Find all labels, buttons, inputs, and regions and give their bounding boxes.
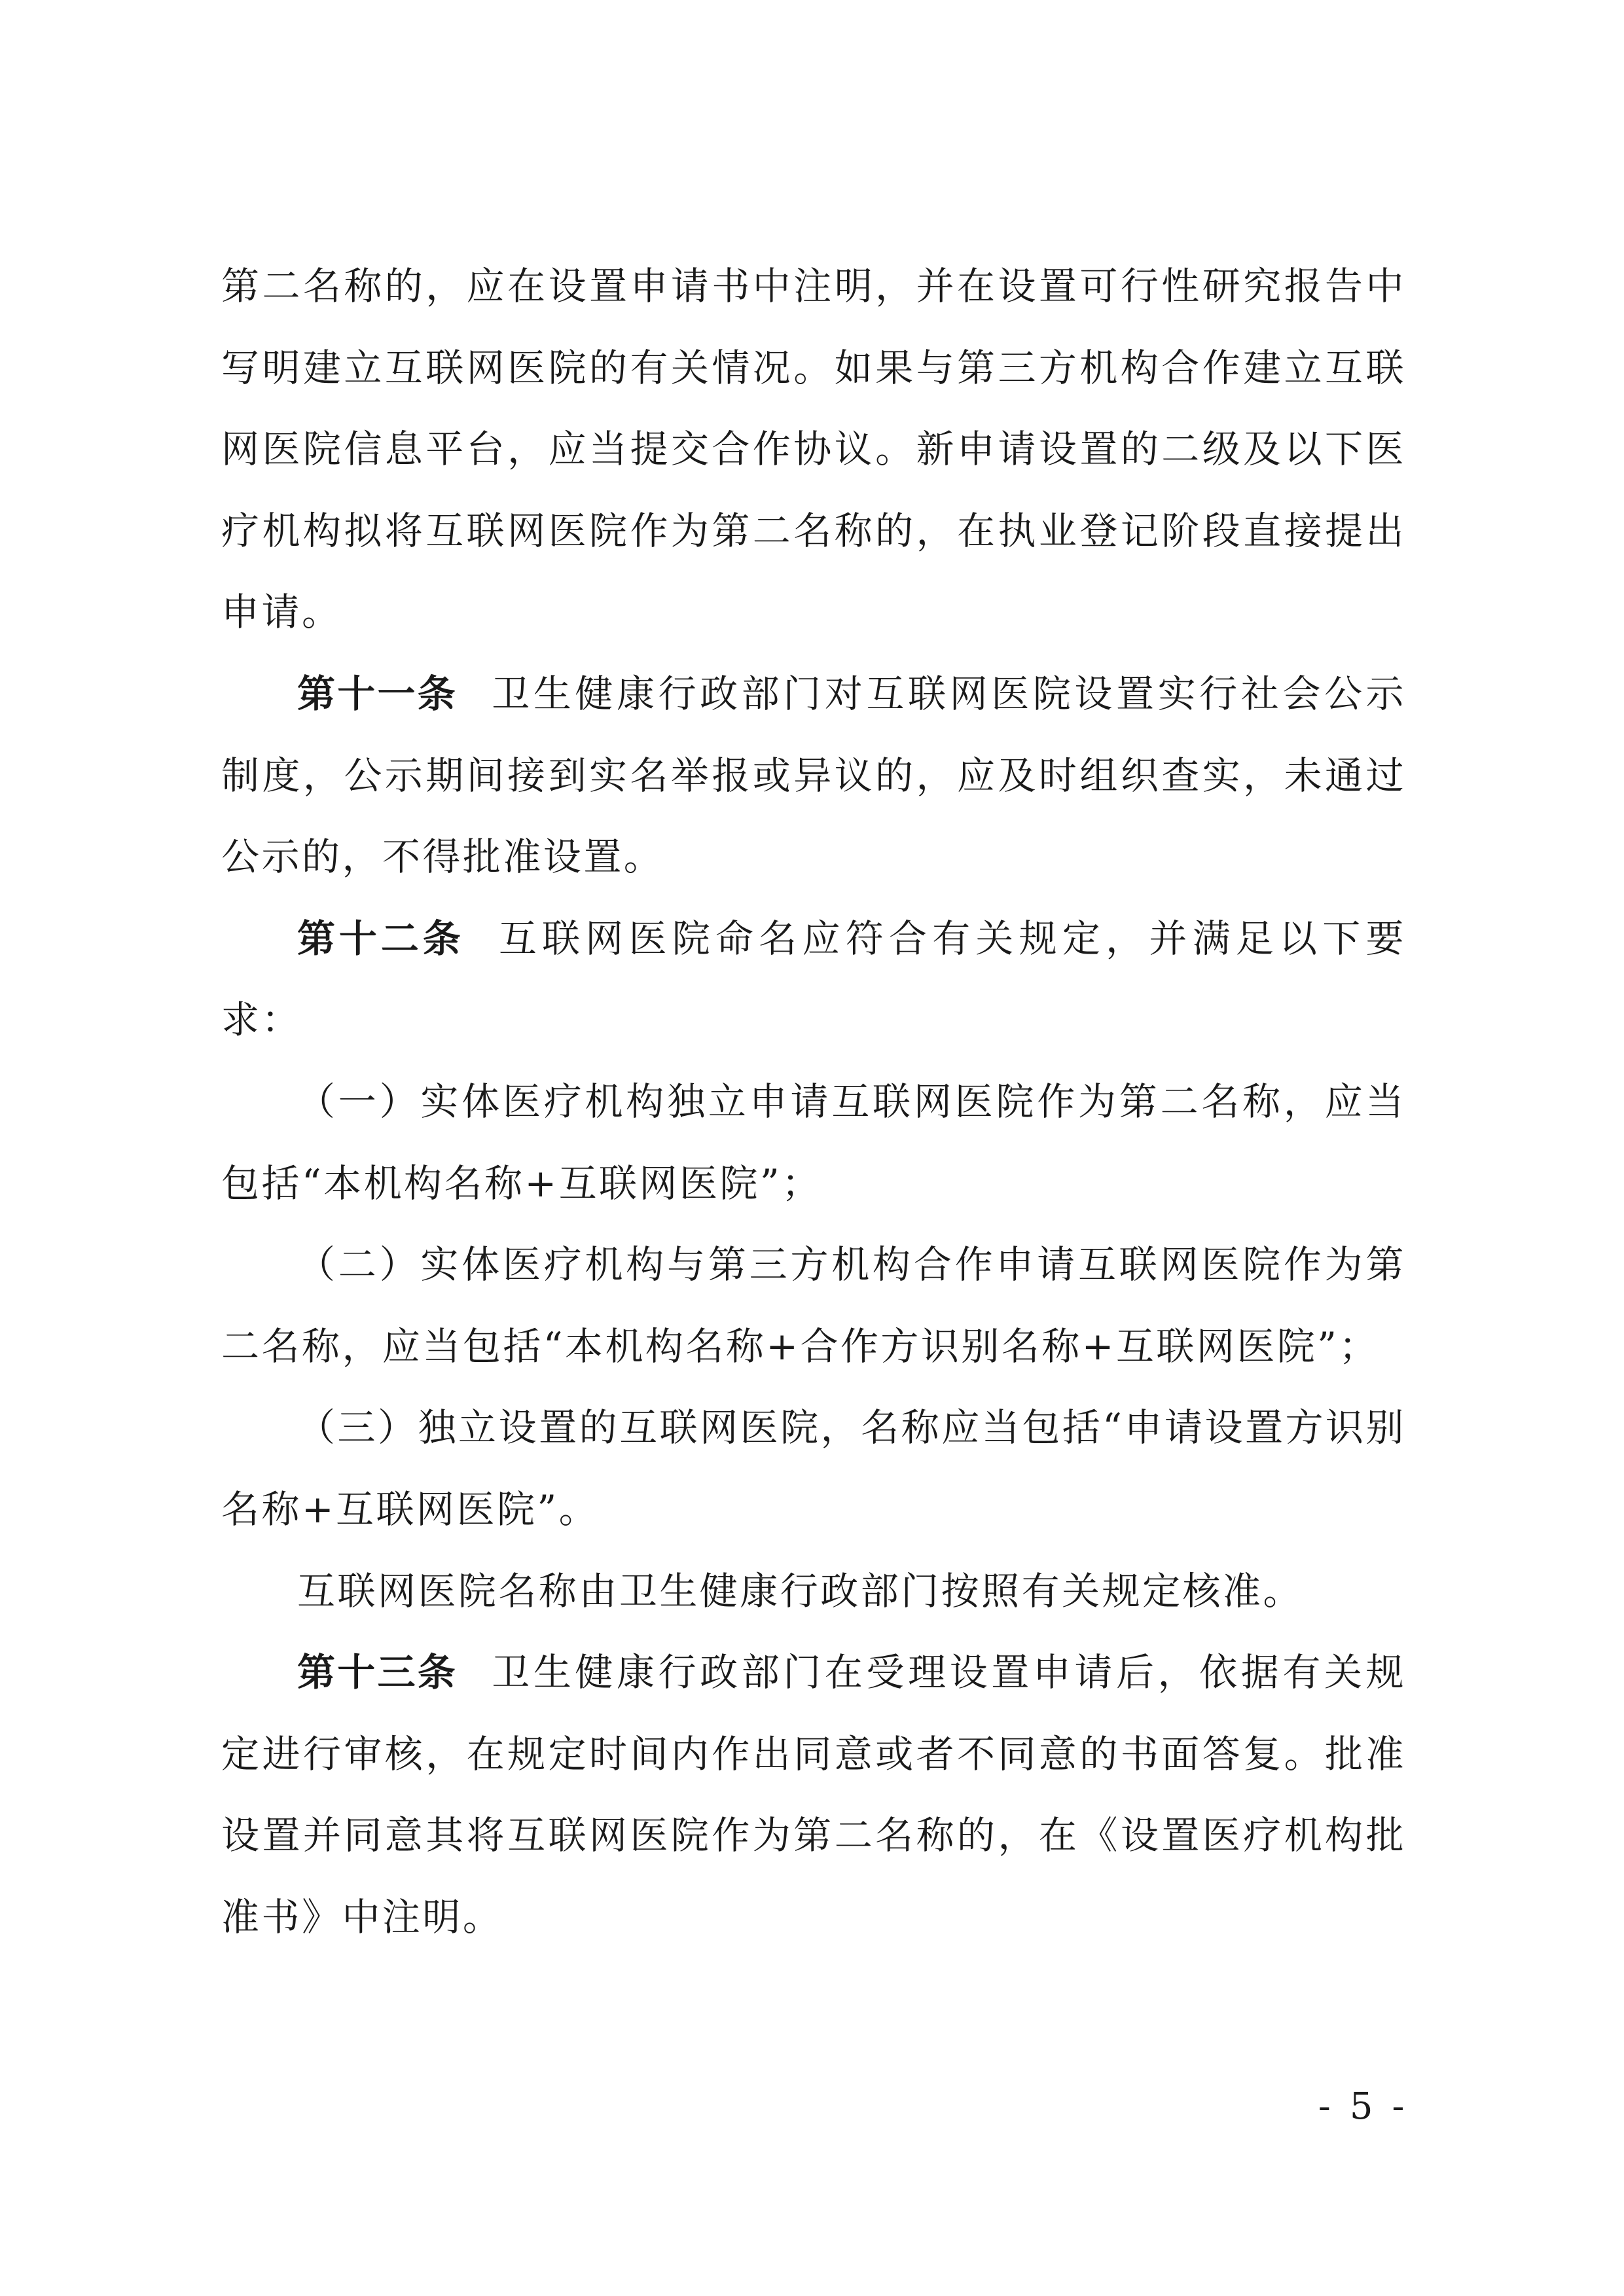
list-item-2 [221,1224,1406,1387]
paragraph-text: 互联网医院名称由卫生健康行政部门按照有关规定核准。 [297,1568,1304,1613]
article-number: 第十二条 [297,916,465,961]
page-number: - 5 - [1318,2085,1408,2128]
paragraph-text: （二）实体医疗机构与第三方机构合作申请互联网医院作为第二名称，应当包括“本机构名称+合作方识别名称+互联网医院”； [221,1242,1406,1369]
article-number: 第十三条 [297,1650,458,1695]
paragraph-name-approval [221,1551,1406,1632]
article-number: 第十一条 [297,671,458,716]
list-item-3 [221,1387,1406,1550]
list-item-1 [221,1061,1406,1224]
paragraph-text: 卫生健康行政部门在受理设置申请后，依据有关规定进行审核，在规定时间内作出同意或者不同意的书面答复。批准设置并同意其将互联网医院作为第二名称的，在《设置医疗机构批准书》中注明。 [221,1650,1407,1939]
paragraph-continuation [221,245,1406,653]
article-13 [221,1632,1406,1958]
document-body [221,245,1406,1958]
paragraph-text: 第二名称的，应在设置申请书中注明，并在设置可行性研究报告中写明建立互联网医院的有关情况。如果与第三方机构合作建立互联网医院信息平台，应当提交合作协议。新申请设置的二级及以下医疗机构拟将互联网医院作为第二名称的，在执业登记阶段直接提出申请。 [221,264,1406,635]
paragraph-text: （一）实体医疗机构独立申请互联网医院作为第二名称，应当包括“本机构名称+互联网医院”； [221,1079,1406,1206]
paragraph-text: （三）独立设置的互联网医院，名称应当包括“申请设置方识别名称+互联网医院”。 [221,1405,1406,1532]
article-11 [221,653,1406,898]
paragraph-text: 互联网医院命名应符合有关规定，并满足以下要求： [221,916,1406,1043]
article-12 [221,898,1406,1061]
paragraph-text: 卫生健康行政部门对互联网医院设置实行社会公示制度，公示期间接到实名举报或异议的，应及时组织查实，未通过公示的，不得批准设置。 [221,671,1407,880]
